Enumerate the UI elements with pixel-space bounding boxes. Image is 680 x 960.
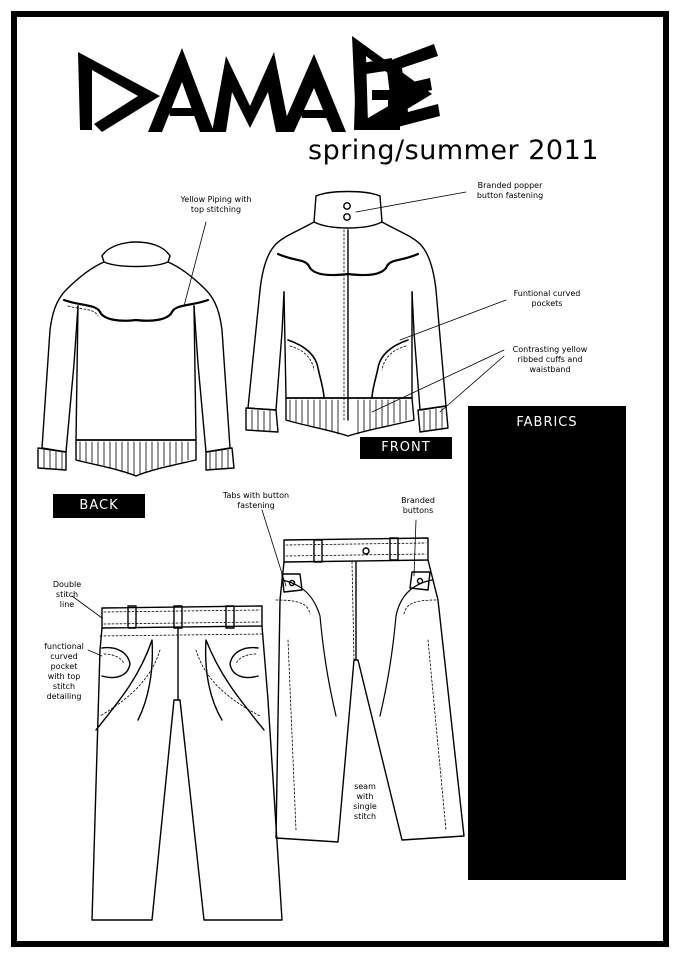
fabrics-panel	[468, 406, 626, 880]
annotation-yellow-piping: Yellow Piping with top stitching	[180, 195, 252, 214]
annotation-popper-button: Branded popper button fastening	[476, 181, 544, 200]
annotation-curved-pockets: Funtional curved pockets	[513, 289, 581, 308]
annotation-double-stitch: Double stitch line	[52, 580, 82, 609]
annotation-functional-pocket: functional curved pocket with top stitch detailing	[44, 642, 84, 701]
collection-subtitle: spring/summer 2011	[308, 135, 599, 166]
annotation-ribbed-cuffs: Contrasting yellow ribbed cuffs and waistband	[512, 345, 588, 374]
leader-lines	[72, 192, 506, 656]
annotation-seam-single: seam with single stitch	[353, 782, 377, 821]
jacket-front	[246, 192, 448, 437]
view-label-back: BACK	[53, 494, 145, 518]
jacket-back	[38, 242, 234, 476]
brand-logo	[78, 36, 440, 132]
view-label-front: FRONT	[360, 437, 452, 459]
fabrics-title: FABRICS	[516, 415, 578, 430]
trousers-back	[92, 606, 282, 920]
annotation-tabs-button: Tabs with button fastening	[222, 491, 290, 510]
annotation-branded-buttons: Branded buttons	[401, 496, 435, 515]
